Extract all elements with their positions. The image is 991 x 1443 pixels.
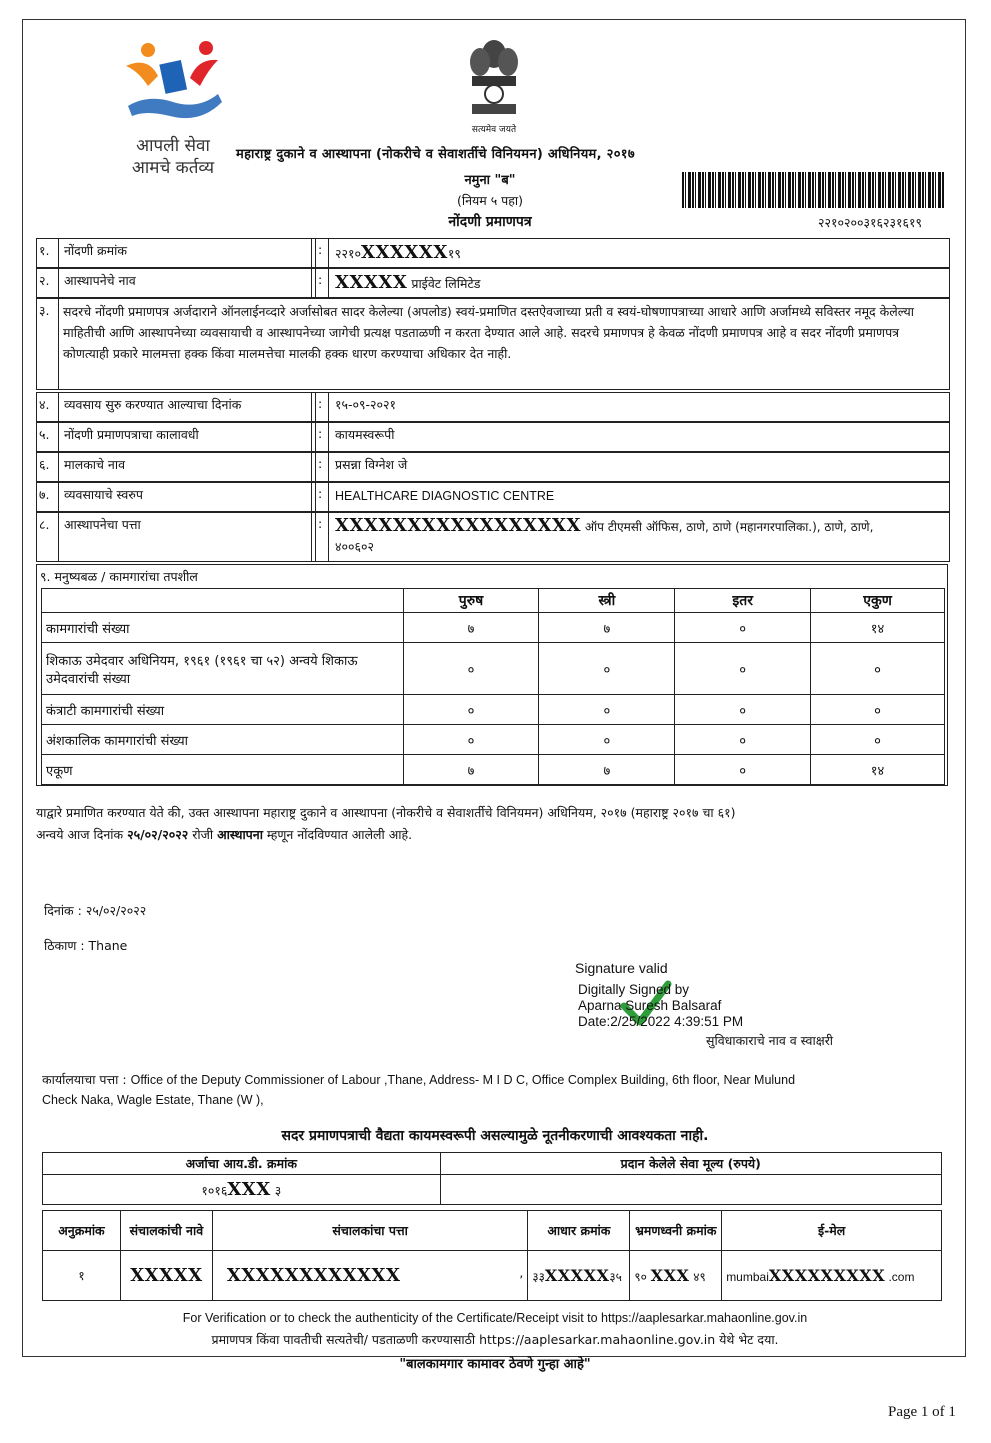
- text-part: अन्वये आज दिनांक: [36, 827, 128, 842]
- redacted-text: XXXXXXXXXXXXXXXXX: [335, 515, 581, 536]
- certify-line-2: [36, 824, 956, 846]
- director-aadhar: [528, 1251, 630, 1301]
- value-part: १९: [447, 246, 461, 261]
- cell: ०: [675, 695, 811, 725]
- row-label: एकूण: [42, 755, 404, 785]
- redacted-text: XXXXXX: [361, 242, 448, 263]
- logo-tagline-1: आपली सेवा: [136, 136, 210, 156]
- row-colon: :: [315, 423, 329, 451]
- cell: ०: [539, 643, 675, 695]
- signature-line-1: Digitally Signed by: [578, 982, 690, 997]
- director-serial: १: [43, 1251, 121, 1301]
- cell: ०: [675, 725, 811, 755]
- signature-caption: सुविधाकाराचे नाव व स्वाक्षरी: [706, 1033, 834, 1048]
- row-value: कायमस्वरूपी: [335, 427, 395, 442]
- row-disclaimer: [36, 298, 950, 390]
- workforce-header-row: [42, 589, 945, 613]
- value-part: ,: [519, 1265, 524, 1280]
- row-num: ७.: [37, 483, 59, 511]
- row-business-start-date: [36, 392, 950, 422]
- table-row: [42, 643, 945, 695]
- table-row: [43, 1251, 942, 1301]
- row-label: नोंदणी प्रमाणपत्राचा कालावधी: [60, 423, 312, 451]
- blank-header: [42, 589, 404, 613]
- child-labour-slogan: "बालकामगार कामावर ठेवणे गुन्हा आहे": [399, 1357, 591, 1372]
- signature-valid-label: Signature valid: [575, 960, 668, 976]
- row-label: अंशकालिक कामगारांची संख्या: [42, 725, 404, 755]
- cell: ०: [675, 643, 811, 695]
- office-address: [42, 1070, 942, 1110]
- aaple-sarkar-logo: [118, 36, 228, 176]
- issue-place: [44, 937, 127, 954]
- place-value: Thane: [88, 938, 128, 953]
- certify-line-1: याद्वारे प्रमाणित करण्यात येते की, उक्त आस्थापना महाराष्ट्र दुकाने व आस्थापना (नोकरीचे व सेवाशर्तीचे विनियमन) अधिनियम, २०१७ (महाराष्ट्र २०१७ चा ६१): [36, 805, 736, 820]
- table-row: [42, 695, 945, 725]
- place-label: ठिकाण :: [44, 938, 85, 953]
- office-label: कार्यालयाचा पत्ता :: [42, 1072, 127, 1087]
- value-part: mumbai: [726, 1270, 769, 1284]
- text-part: रोजी: [188, 827, 218, 842]
- row-num: ६.: [37, 453, 59, 481]
- header-serial: अनुक्रमांक: [43, 1211, 121, 1251]
- director-email: [722, 1251, 942, 1301]
- row-colon: :: [315, 513, 329, 561]
- row-registration-number: [36, 238, 950, 268]
- form-name: नमुना "ब": [464, 173, 516, 188]
- row-num: ५.: [37, 423, 59, 451]
- cell: ०: [403, 725, 539, 755]
- header-director-names: संचालकांची नावे: [120, 1211, 212, 1251]
- table-row: [42, 613, 945, 643]
- value-part: ९०: [634, 1270, 647, 1284]
- workforce-title: ९. मनुष्यबळ / कामगारांचा तपशील: [40, 569, 198, 584]
- pincode: ४००६०२: [335, 539, 375, 554]
- value-part: ऑप टीएमसी ऑफिस, ठाणे, ठाणे (महानगरपालिका.), ठाणे, ठाणे,: [584, 520, 874, 534]
- redacted-text: XXXXX: [335, 272, 408, 293]
- directors-table: [42, 1210, 942, 1301]
- redacted-text: XXXXXXXXXXXX: [226, 1265, 401, 1286]
- signature-signer: Aparna Suresh Balsaraf: [578, 998, 722, 1013]
- row-value: १५-०९-२०२१: [335, 397, 397, 412]
- row-num: २.: [37, 269, 59, 297]
- cell: ०: [403, 695, 539, 725]
- establishment-word: आस्थापना: [217, 827, 263, 842]
- row-colon: :: [315, 239, 329, 267]
- row-colon: :: [315, 393, 329, 421]
- rule-ref: (नियम ५ पहा): [456, 193, 524, 208]
- date-label: दिनांक :: [44, 903, 82, 918]
- barcode-number: २२१०२००३१६२३१६१९: [818, 215, 923, 230]
- value-part: ३: [274, 1183, 282, 1198]
- cell: ७: [403, 755, 539, 785]
- header-total: एकुण: [811, 589, 945, 613]
- cell: ०: [539, 695, 675, 725]
- certification-text: [36, 802, 956, 846]
- barcode: [682, 172, 944, 208]
- application-id: [43, 1175, 441, 1205]
- cell: ०: [675, 613, 811, 643]
- workforce-table: [41, 588, 945, 785]
- row-colon: :: [315, 453, 329, 481]
- ashoka-emblem-icon: [466, 36, 522, 118]
- row-value: HEALTHCARE DIAGNOSTIC CENTRE: [335, 489, 555, 503]
- row-label: शिकाऊ उमेदवार अधिनियम, १९६१ (१९६१ चा ५२) अन्वये शिकाऊ उमेदवारांची संख्या: [42, 643, 404, 695]
- row-colon: :: [315, 483, 329, 511]
- table-row: [43, 1175, 942, 1205]
- cell: ०: [811, 643, 945, 695]
- cell: १४: [811, 755, 945, 785]
- value-part: २२१०: [335, 246, 362, 261]
- service-fee-header: प्रदान केलेले सेवा मूल्य (रुपये): [440, 1153, 941, 1175]
- redacted-text: XXX: [227, 1179, 271, 1200]
- header-director-address: संचालकांचा पत्ता: [212, 1211, 528, 1251]
- director-mobile: [630, 1251, 722, 1301]
- redacted-text: XXXXXXXXX: [768, 1266, 886, 1285]
- row-establishment-address: [36, 512, 950, 562]
- header-email: ई-मेल: [722, 1211, 942, 1251]
- value-part: ३३: [532, 1270, 545, 1284]
- row-label: कंत्राटी कामगारांची संख्या: [42, 695, 404, 725]
- value-part: ३५: [609, 1270, 622, 1284]
- row-label: आस्थापनेचा पत्ता: [60, 513, 312, 561]
- redacted-text: XXX: [650, 1266, 690, 1285]
- row-num: ८.: [37, 513, 59, 561]
- cell: ७: [539, 613, 675, 643]
- issue-date: [44, 902, 146, 919]
- header-other: इतर: [675, 589, 811, 613]
- cell: ७: [539, 755, 675, 785]
- service-fee: [440, 1175, 941, 1205]
- row-num: ४.: [37, 393, 59, 421]
- director-address: [212, 1251, 528, 1301]
- cell: १४: [811, 613, 945, 643]
- row-establishment-name: [36, 268, 950, 298]
- table-row: [43, 1211, 942, 1251]
- doc-title: नोंदणी प्रमाणपत्र: [448, 214, 532, 230]
- page-number: Page 1 of 1: [888, 1404, 956, 1420]
- row-value: [331, 239, 949, 267]
- row-num: १.: [37, 239, 59, 267]
- row-value: [331, 269, 949, 297]
- text-part: म्हणून नोंदविण्यात आलेली आहे.: [262, 827, 413, 842]
- row-colon: :: [315, 269, 329, 297]
- logo-figures-icon: [118, 36, 228, 131]
- value-part: १०१६: [201, 1183, 228, 1198]
- validity-note: सदर प्रमाणपत्राची वैद्यता कायमस्वरूपी असल्यामुळे नूतनीकरणाची आवश्यकता नाही.: [281, 1128, 709, 1144]
- cell: ०: [811, 695, 945, 725]
- application-table: [42, 1152, 942, 1205]
- application-id-header: अर्जाचा आय.डी. क्रमांक: [43, 1153, 441, 1175]
- table-row: [42, 725, 945, 755]
- table-row: [42, 755, 945, 785]
- cell: ०: [403, 643, 539, 695]
- table-row: [43, 1153, 942, 1175]
- redacted-text: XXXXX: [544, 1266, 610, 1285]
- cell: ०: [811, 725, 945, 755]
- cell: ७: [403, 613, 539, 643]
- value-part: ४९: [693, 1270, 706, 1284]
- row-owner-name: [36, 452, 950, 482]
- row-label: व्यवसाय सुरु करण्यात आल्याचा दिनांक: [60, 393, 312, 421]
- office-text: Office of the Deputy Commissioner of Labour ,Thane, Address- M I D C, Office Complex Building, 6th floor, Near Mulund: [130, 1073, 796, 1087]
- date-value: २५/०२/२०२२: [85, 903, 147, 918]
- row-certificate-period: [36, 422, 950, 452]
- cell: ०: [539, 725, 675, 755]
- header-male: पुरुष: [403, 589, 539, 613]
- row-label: व्यवसायाचे स्वरुप: [60, 483, 312, 511]
- row-label: कामगारांची संख्या: [42, 613, 404, 643]
- act-title: महाराष्ट्र दुकाने व आस्थापना (नोकरीचे व सेवाशर्तीचे विनियमन) अधिनियम, २०१७: [236, 147, 635, 162]
- header-aadhar: आधार क्रमांक: [528, 1211, 630, 1251]
- verification-marathi: प्रमाणपत्र किंवा पावतीची सत्यतेची/ पडताळणी करण्यासाठी https://aaplesarkar.mahaonline.gov.in येथे भेट दया.: [211, 1332, 779, 1347]
- row-num: ३.: [37, 299, 59, 389]
- director-name: [120, 1251, 212, 1301]
- row-business-nature: [36, 482, 950, 512]
- header-female: स्त्री: [539, 589, 675, 613]
- registration-date: २५/०२/२०२२: [127, 827, 189, 842]
- emblem-motto: सत्यमेव जयते: [471, 125, 517, 135]
- office-line-2: Check Naka, Wagle Estate, Thane (W ),: [42, 1093, 264, 1107]
- cell: ०: [675, 755, 811, 785]
- disclaimer-text: सदरचे नोंदणी प्रमाणपत्र अर्जदाराने ऑनलाईनव्दारे अर्जासोबत सादर केलेल्या (अपलोड) स्वयं-प्रमाणित दस्तऐवजाच्या प्रती व स्वयं-घोषणापत्राच्या आधारे आणि अर्जामध्ये सविस्तर नमूद केलेल्या माहितीची आणि आस्थापनेच्या व्यवसायाची व आस्थापनेच्या जागेची प्रत्यक्ष पडताळणी न करता देण्यात आले आहे. सदरचे प्रमाणपत्र हे केवळ नोंदणी प्रमाणपत्र आहे व सदर नोंदणी प्रमाणपत्र कोणत्याही प्रकारे मालमत्ता हक्क किंवा मालमत्तेचा मालकी हक्क धारण करण्याचा अधिकार देत नाही.: [63, 304, 914, 361]
- redacted-text: XXXXX: [130, 1265, 203, 1286]
- row-value: प्रसन्ना विग्नेश जे: [335, 457, 408, 472]
- value-part: प्राईवेट लिमिटेड: [411, 276, 481, 291]
- verification-english: For Verification or to check the authenticity of the Certificate/Receipt visit to https://aaplesarkar.mahaonline.gov.in: [182, 1311, 808, 1325]
- row-label: मालकाचे नाव: [60, 453, 312, 481]
- row-label: नोंदणी क्रमांक: [60, 239, 312, 267]
- national-emblem: [456, 36, 532, 135]
- office-line-1: [42, 1070, 942, 1090]
- signature-block: [578, 982, 743, 1030]
- row-value: [331, 513, 949, 561]
- value-part: .com: [888, 1270, 915, 1284]
- signature-date: Date:2/25/2022 4:39:51 PM: [578, 1014, 744, 1029]
- row-label: आस्थापनेचे नाव: [60, 269, 312, 297]
- logo-tagline-2: आमचे कर्तव्य: [131, 158, 215, 178]
- header-mobile: भ्रमणध्वनी क्रमांक: [630, 1211, 722, 1251]
